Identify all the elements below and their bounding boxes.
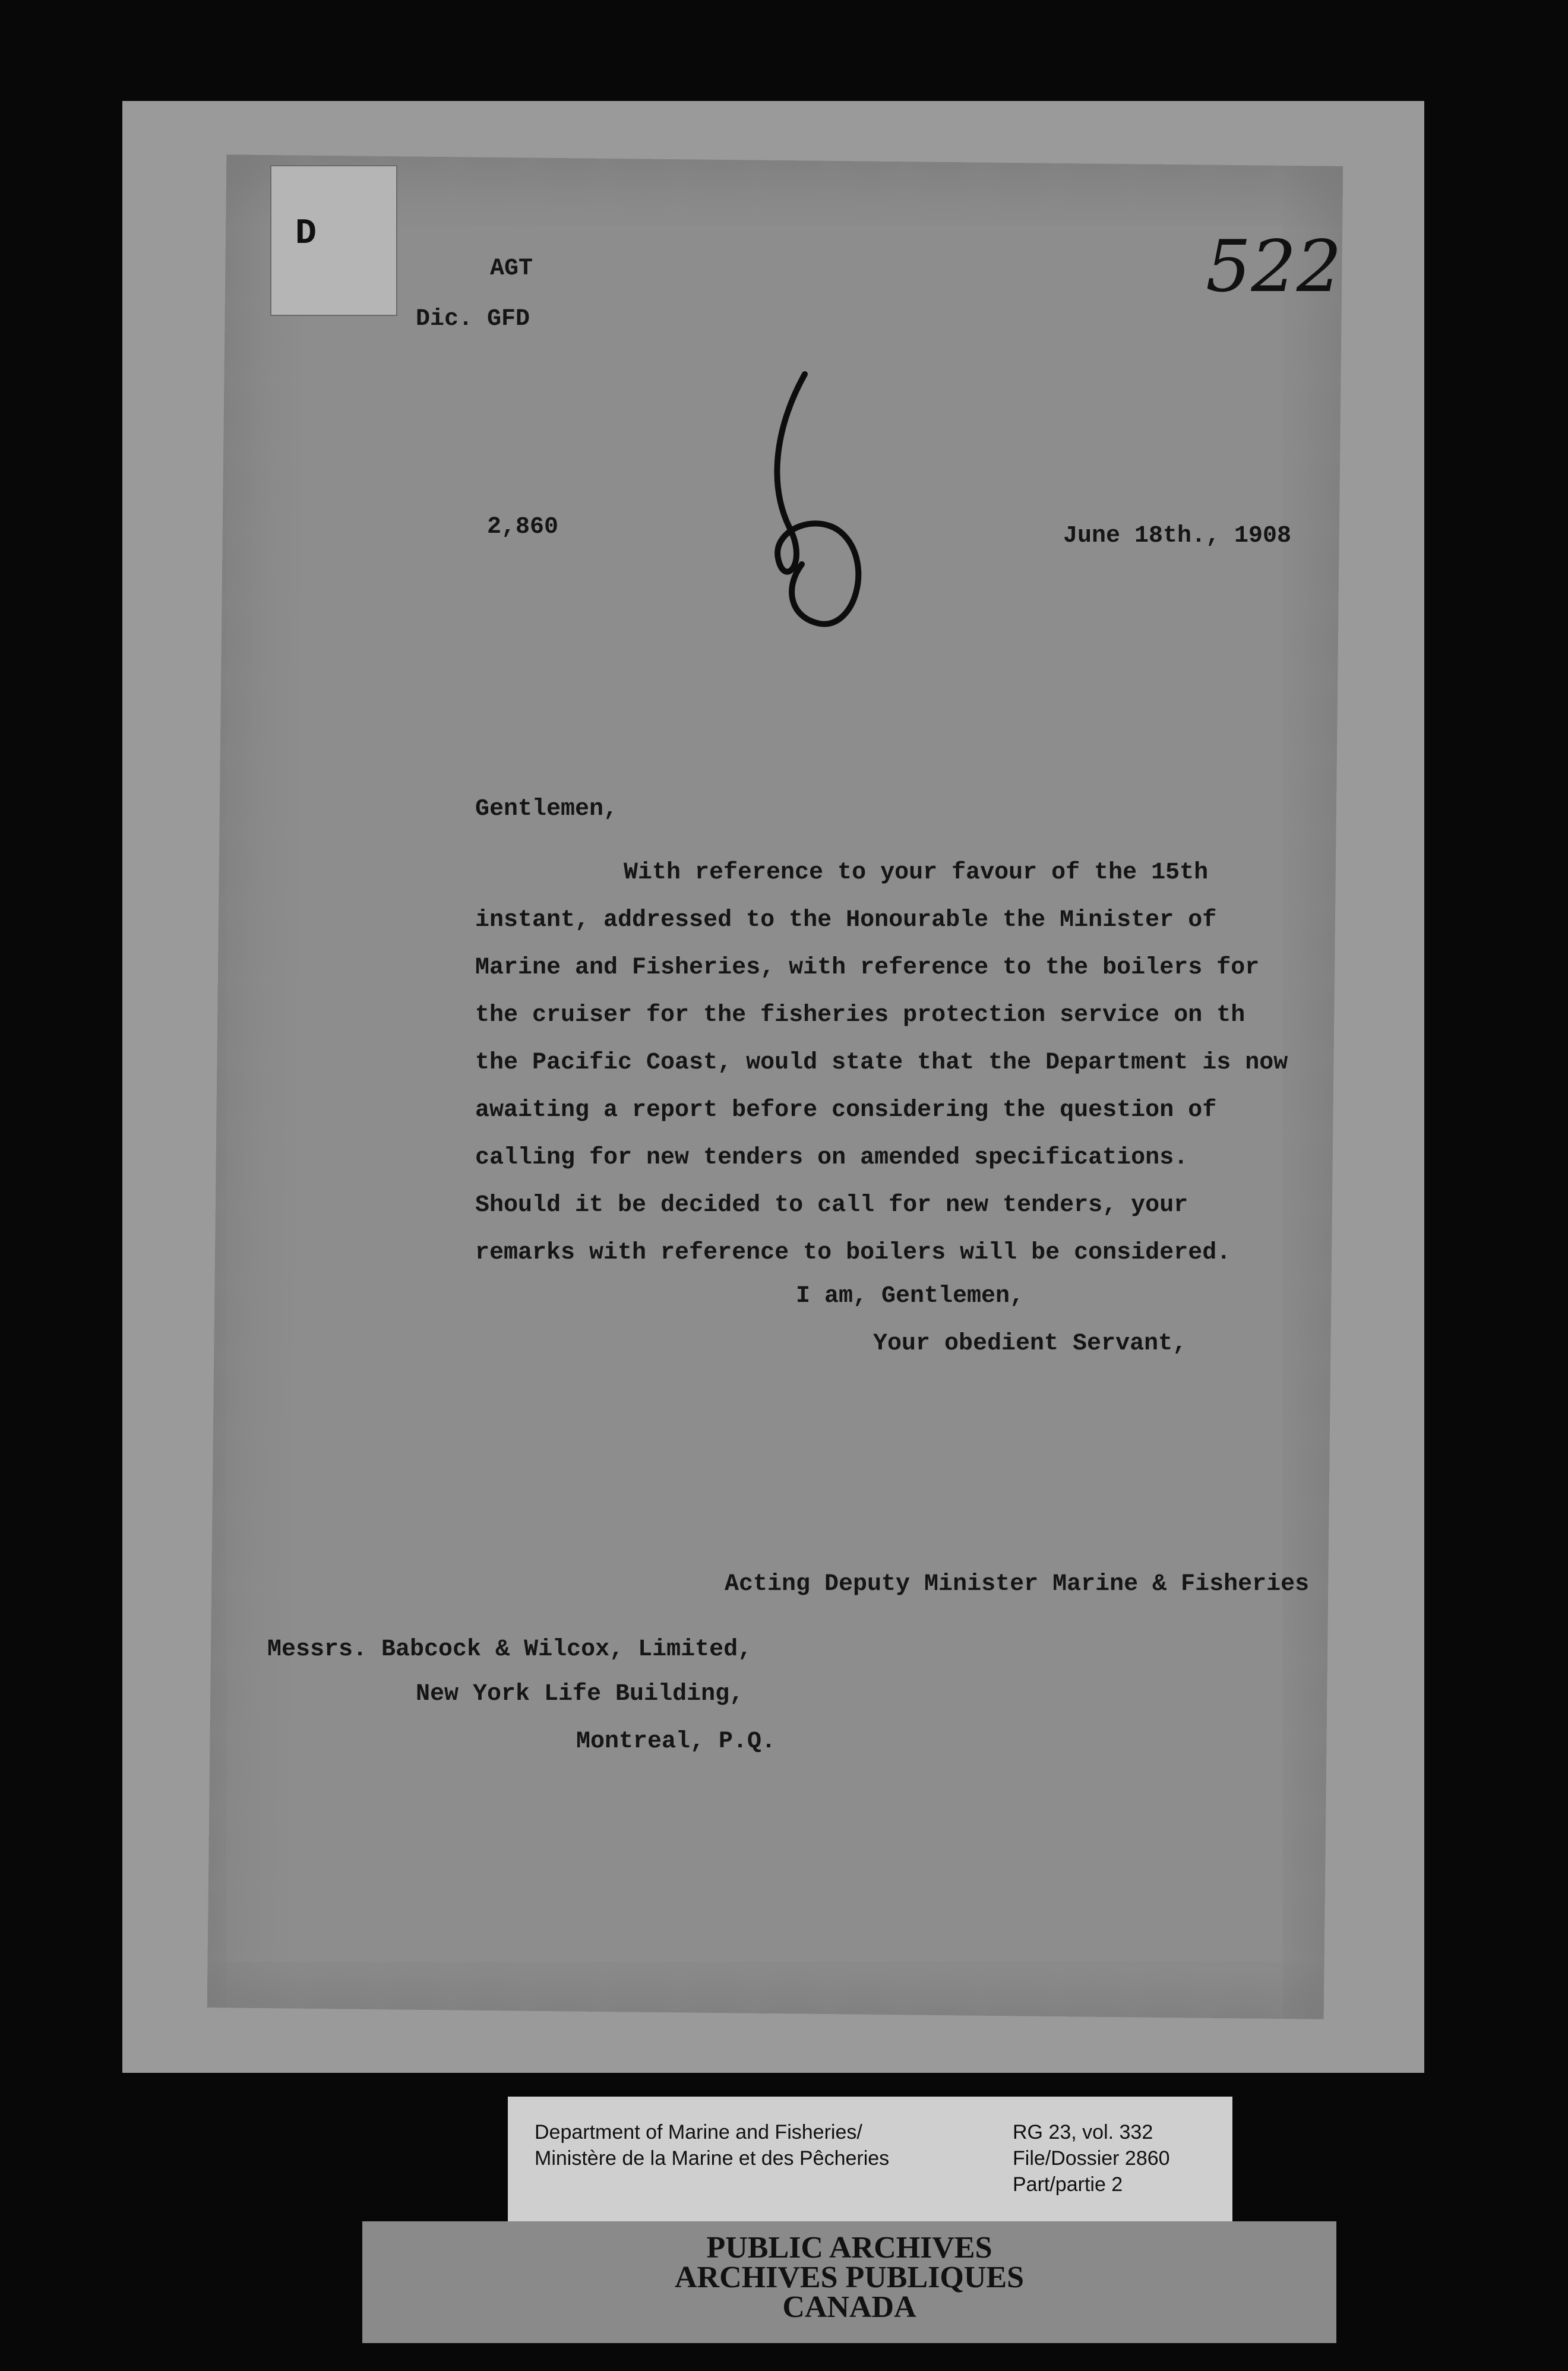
body-line: remarks with reference to boilers will be considered. — [475, 1240, 1231, 1266]
archives-stamp-line: PUBLIC ARCHIVES — [706, 2231, 992, 2265]
record-group: RG 23, vol. 332 — [1013, 2121, 1153, 2144]
letter-body — [475, 849, 1319, 1277]
closing-servant: Your obedient Servant, — [873, 1330, 1187, 1357]
department-fr: Ministère de la Marine et des Pêcheries — [535, 2147, 890, 2170]
closing-line: I am, Gentlemen, — [796, 1283, 1025, 1310]
letter-date: June 18th., 1908 — [1063, 523, 1292, 549]
archives-stamp-line: ARCHIVES PUBLIQUES — [674, 2261, 1025, 2294]
paper-tab — [270, 165, 397, 316]
file-dossier: File/Dossier 2860 — [1013, 2147, 1170, 2170]
address-line: New York Life Building, — [416, 1681, 744, 1708]
archives-stamp-line: CANADA — [782, 2290, 916, 2324]
signatory: Acting Deputy Minister Marine & Fisheries — [725, 1571, 1310, 1598]
file-reference — [1013, 2119, 1170, 2198]
address-line: Montreal, P.Q. — [576, 1728, 776, 1755]
file-number: 2,860 — [487, 514, 559, 540]
body-line: calling for new tenders on amended specifications. — [475, 1145, 1188, 1171]
body-line: the Pacific Coast, would state that the Department is now — [475, 1049, 1288, 1076]
body-line: awaiting a report before considering the question of — [475, 1097, 1217, 1124]
tab-mark: D — [295, 214, 317, 254]
handwritten-mark — [742, 362, 885, 641]
file-initials: AGT — [490, 255, 533, 282]
part-partie: Part/partie 2 — [1013, 2173, 1123, 2196]
body-line: instant, addressed to the Honourable the Minister of — [475, 907, 1217, 934]
department-names — [535, 2119, 889, 2171]
folio-number: 522 — [1206, 226, 1342, 308]
salutation: Gentlemen, — [475, 796, 618, 823]
dictation-reference: Dic. GFD — [416, 306, 530, 333]
body-line: Marine and Fisheries, with reference to the boilers for — [475, 954, 1260, 981]
body-line: the cruiser for the fisheries protection service on th — [475, 1002, 1245, 1029]
archive-reference-label — [508, 2097, 1232, 2227]
address-line: Messrs. Babcock & Wilcox, Limited, — [267, 1636, 753, 1663]
body-line: With reference to your favour of the 15th — [624, 859, 1209, 886]
department-en: Department of Marine and Fisheries/ — [535, 2121, 862, 2144]
body-line: Should it be decided to call for new tenders, your — [475, 1192, 1188, 1219]
archives-stamp — [362, 2221, 1336, 2343]
